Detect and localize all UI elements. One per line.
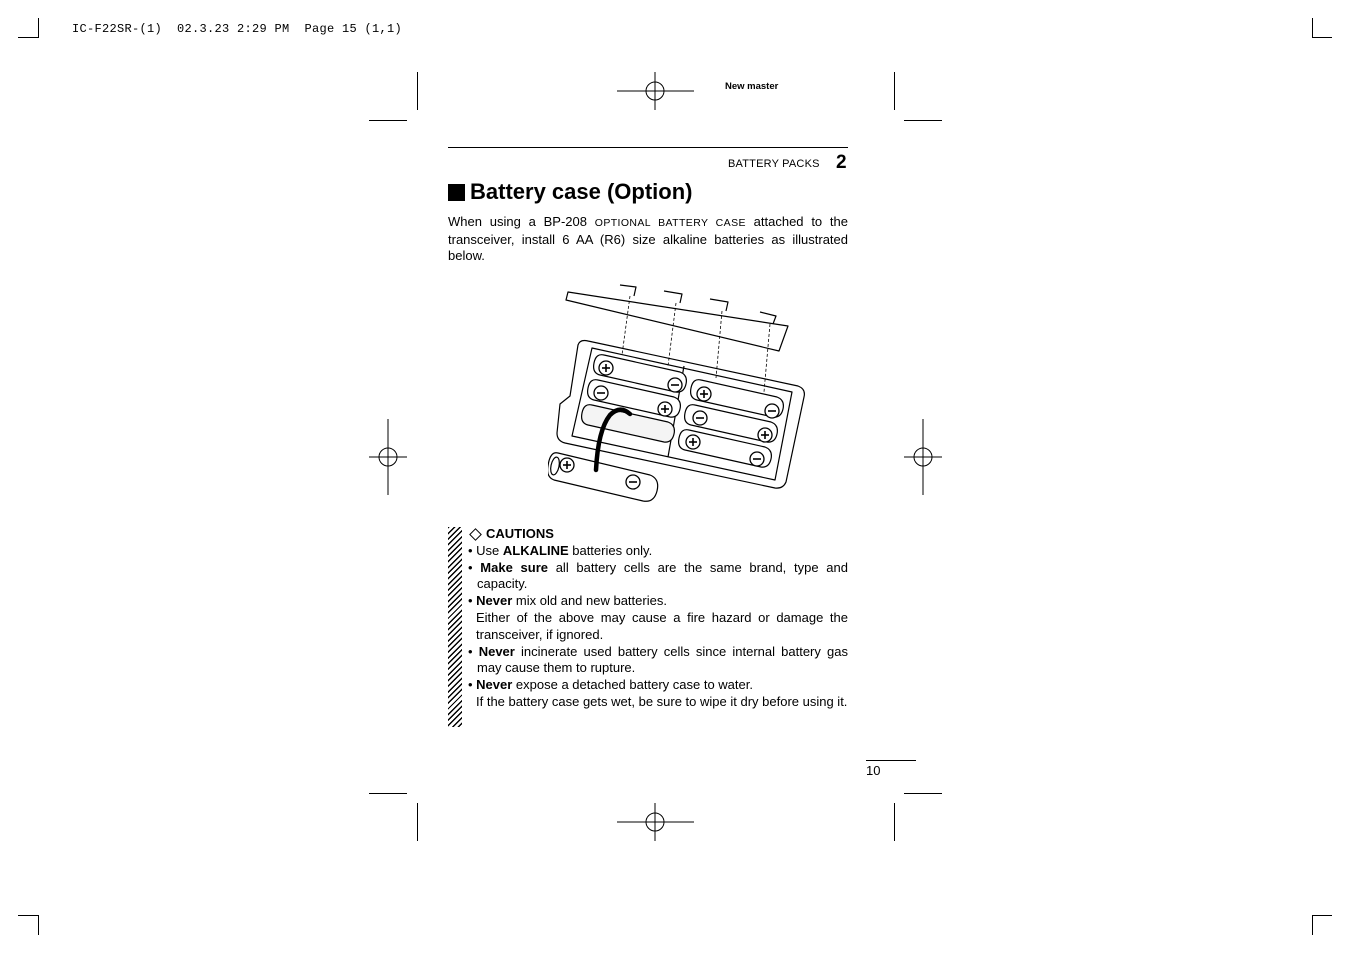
caution-item-prefix: •	[468, 643, 479, 659]
caution-item	[468, 677, 848, 694]
caution-item-text: mix old and new batteries.	[512, 593, 667, 609]
intro-smallcaps: OPTIONAL BATTERY CASE	[594, 217, 746, 229]
square-bullet-icon	[448, 184, 465, 201]
caution-item-text: expose a detached battery case to water.	[512, 677, 753, 693]
caution-followup: If the battery case gets wet, be sure to wipe it dry before using it.	[476, 693, 848, 709]
caution-hatch-bar	[448, 527, 462, 727]
caution-item	[468, 593, 848, 610]
intro-text-before: When using a BP-208	[448, 214, 595, 229]
diamond-icon	[469, 528, 482, 541]
page-number-rule	[866, 760, 916, 761]
caution-item-prefix: •	[468, 593, 477, 609]
caution-item-text: incinerate used battery cells since internal battery gas may cause them to rupture.	[477, 643, 848, 676]
print-slug: IC-F22SR-(1) 02.3.23 2:29 PM Page 15 (1,1)	[72, 22, 403, 36]
cautions-heading-text: CAUTIONS	[486, 526, 554, 541]
new-master-label: New master	[725, 81, 779, 92]
caution-item-text: batteries only.	[568, 542, 653, 558]
section-number: 2	[836, 152, 847, 173]
intro-paragraph	[448, 214, 848, 265]
page-number: 10	[866, 763, 881, 778]
battery-case-illustration	[548, 278, 810, 508]
caution-item	[468, 543, 848, 560]
caution-item-bold: Never	[476, 677, 513, 693]
caution-followup: Either of the above may cause a fire hazard or damage the transceiver, if ignored.	[476, 609, 848, 642]
page-title	[448, 179, 693, 205]
intro-text-after: attached to the transceiver, install 6 AA (R6) size alkaline batteries as illustrated below.	[448, 214, 849, 263]
caution-item	[468, 644, 848, 678]
cautions-heading	[468, 526, 848, 543]
caution-item-text: all battery cells are the same brand, type and capacity.	[477, 559, 848, 592]
caution-item-bold: Never	[476, 593, 513, 609]
caution-item-prefix: •	[468, 559, 481, 575]
caution-item	[468, 560, 848, 594]
cautions-block	[468, 526, 848, 711]
section-label: BATTERY PACKS	[728, 158, 820, 170]
title-text: Battery case (Option)	[470, 179, 693, 204]
caution-item-bold: ALKALINE	[502, 542, 569, 558]
caution-item-bold: Never	[478, 643, 515, 659]
caution-item-prefix: •	[468, 677, 477, 693]
header-rule	[448, 147, 848, 148]
caution-item-bold: Make sure	[480, 559, 548, 575]
caution-item-prefix: • Use	[468, 542, 503, 558]
